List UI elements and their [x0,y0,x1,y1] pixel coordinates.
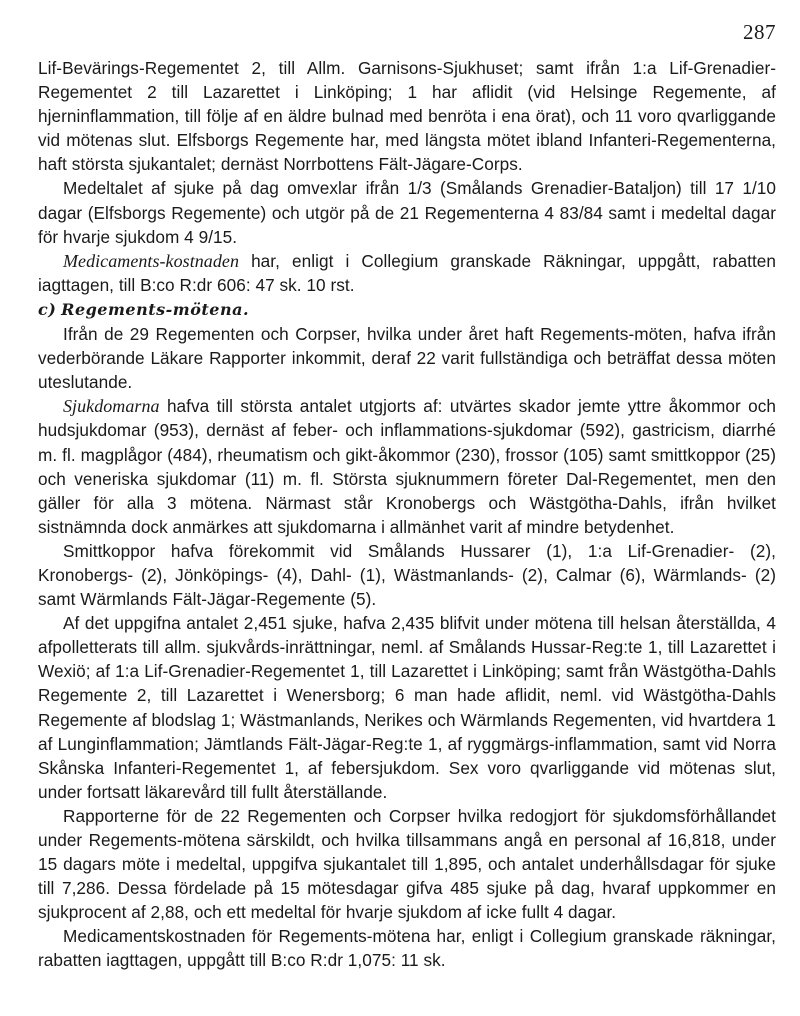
paragraph-4: Ifrån de 29 Regementen och Corpser, hvilka under året haft Regements-möten, hafva ifrån vederbörande Läkare Rapporter inkommit, deraf 22 varit fullständiga och beträffat dessa möten uteslutande. [38,324,776,393]
section-letter: c) [38,299,57,319]
paragraph-2: Medeltalet af sjuke på dag omvexlar ifrån 1/3 (Smålands Grenadier-Bataljon) till 17 1/10 dagar (Elfsborgs Regemente) och utgör på de 21 Regementerna 4 83/84 samt i medeltal dagar för hvarje sjukdom 4 9/15. [38,178,776,247]
document-body [38,56,776,973]
paragraph-7: Af det uppgifna antalet 2,451 sjuke, hafva 2,435 blifvit under mötena till helsan återställda, 4 afpolletterats till allm. sjukvårds-inrättningar, neml. af Smålands Hussar-Reg:te 1, till Lazarettet i Wexiö; af 1:a Lif-Grenadier-Regementet 1, till Lazarettet i Linköping; samt från Wästgötha-Dahls Regemente 2, till Lazarettet i Wenersborg; 6 man hade aflidit, neml. vid Wästgötha-Dahls Regemente af blodslag 1; Wästmanlands, Nerikes och Wärmlands Regementen, vid hvartdera 1 af Lunginflammation; Jämtlands Fält-Jägar-Reg:te 1, af ryggmärgs-inflammation, samt vid Norra Skånska Infanteri-Regementet 1, af febersjukdom. Sex voro qvarliggande vid mötenas slut, under fortsatt läkarevård till fullt återställande. [38,613,776,802]
paragraph-3-text: har, enligt i Collegium granskade Räkningar, uppgått, rabatten iagttagen, till B:co R:dr 606: 47 sk. 10 rst. [38,250,776,295]
paragraph-3 [38,249,776,297]
section-heading [38,297,776,322]
paragraph-8: Rapporterne för de 22 Regementen och Corpser hvilka redogjort för sjukdomsförhållandet under Regements-mötena särskildt, och hvilka tillsammans angå en personal af 16,818, under 15 dagars möte i medeltal, uppgifva sjukantalet till 1,895, och antalet underhållsdagar för sjuke till 7,286. Dessa fördelade på 15 mötesdagar gifva 485 sjuke på dag, hvaraf uppkommer en sjukprocent af 2,88, och ett medeltal för hvarje sjukdom af icke fullt 4 dagar. [38,805,776,923]
page-number: 287 [743,20,776,44]
italic-term-medicaments: Medicaments-kostnaden [63,250,239,271]
paragraph-5-text: hafva till största antalet utgjorts af: utvärtes skador jemte yttre åkommor och hudsjukdomar (953), dernäst af feber- och inflammations-sjukdomar (592), gastricism, diarrhé m. fl. magplågor (484), rheumatism och gikt-åkommor (230), frossor (105) samt smittkoppor (25) och veneriska sjukdomar (11) m. fl. Största sjuknummern företer Dal-Regementet, men den gäller för alla 3 mötena. Närmast står Kronobergs och Wästgötha-Dahls, ifrån hvilket sistnämnda dock anmärkes att sjukdomarna i allmänhet varit af mindre betydenhet. [38,396,776,537]
paragraph-5 [38,394,776,539]
section-title: Regements-mötena. [61,299,250,319]
paragraph-9: Medicamentskostnaden för Regements-mötena har, enligt i Collegium granskade räkningar, rabatten iagttagen, uppgått till B:co R:dr 1,075: 11 sk. [38,926,776,971]
italic-term-sjukdomarna: Sjukdomarna [63,396,160,417]
paragraph-6: Smittkoppor hafva förekommit vid Smålands Hussarer (1), 1:a Lif-Grenadier- (2), Kronobergs- (2), Jönköpings- (4), Dahl- (1), Wästmanlands- (2), Calmar (6), Wärmlands- (2) samt Wärmlands Fält-Jägar-Regemente (5). [38,540,776,610]
paragraph-1: Lif-Bevärings-Regementet 2, till Allm. Garnisons-Sjukhuset; samt ifrån 1:a Lif-Grenadier-Regementet 2 till Lazarettet i Linköping; 1 har aflidit (vid Helsinge Regemente, af hjerninflammation, till följe af en äldre bulnad med benröta i ena örat), och 11 voro qvarliggande vid mötenas slut. Elfsborgs Regemente har, med längsta mötet ibland Infanteri-Regementerna, haft största sjukantalet; dernäst Norrbottens Fält-Jägare-Corps. [38,58,776,175]
